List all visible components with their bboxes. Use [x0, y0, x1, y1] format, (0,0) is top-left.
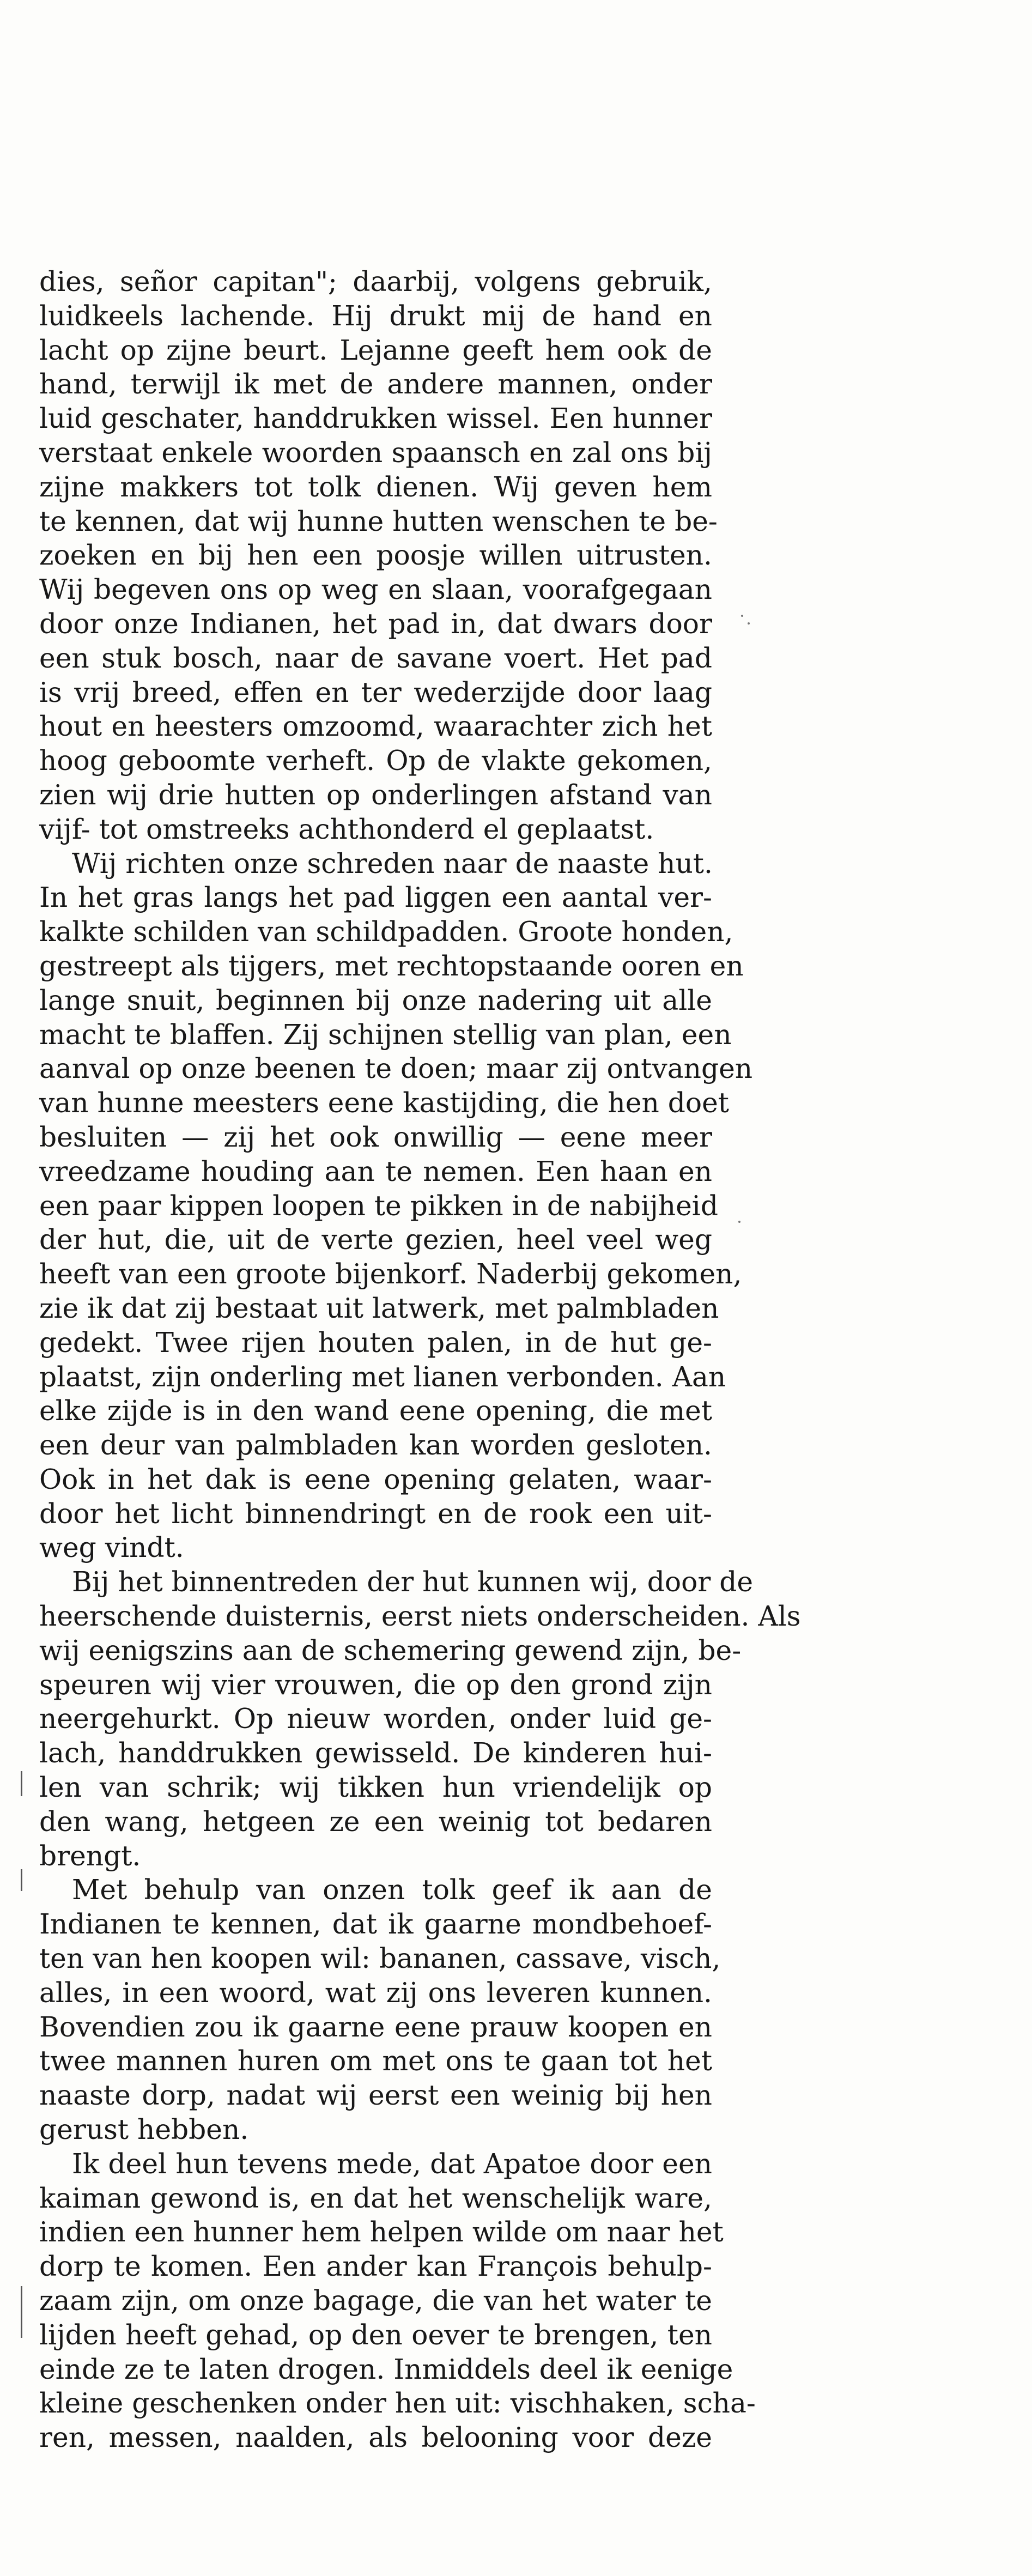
- page-text: [39, 265, 801, 2455]
- scan-speck: [741, 615, 743, 617]
- text-line: aanval op onze beenen te doen; maar zij ontvangen: [39, 1052, 753, 1085]
- text-line: luidkeels lachende. Hij drukt mij de hand en: [39, 299, 712, 332]
- paragraph-2: [39, 847, 753, 1566]
- text-line: Wij begeven ons op weg en slaan, voorafgegaan: [39, 573, 712, 606]
- text-line: zoeken en bij hen een poosje willen uitrusten.: [39, 539, 712, 572]
- paragraph-4: [39, 1873, 721, 2147]
- text-line: Bij het binnentreden der hut kunnen wij, door de: [72, 1566, 754, 1598]
- text-line: luid geschater, handdrukken wissel. Een hunner: [39, 402, 712, 435]
- text-line: vreedzame houding aan te nemen. Een haan en: [39, 1155, 712, 1187]
- text-line: weg vindt.: [39, 1531, 184, 1564]
- text-line: is vrij breed, effen en ter wederzijde door laag: [39, 676, 712, 708]
- text-line: wij eenigszins aan de schemering gewend zijn, be-: [39, 1634, 742, 1666]
- text-line: der hut, die, uit de verte gezien, heel veel weg: [39, 1223, 712, 1256]
- text-line: een paar kippen loopen te pikken in de nabijheid: [39, 1189, 718, 1222]
- text-line: speuren wij vier vrouwen, die op den grond zijn: [39, 1668, 712, 1701]
- text-line: dorp te komen. Een ander kan François behulp-: [39, 2250, 712, 2283]
- text-line: gedekt. Twee rijen houten palen, in de hut ge-: [39, 1326, 712, 1359]
- text-line: heerschende duisternis, eerst niets onderscheiden. Als: [39, 1600, 801, 1633]
- text-line: hout en heesters omzoomd, waarachter zich het: [39, 710, 712, 743]
- text-line: een stuk bosch, naar de savane voert. Het pad: [39, 641, 712, 674]
- scan-speck: [738, 1221, 740, 1223]
- text-line: hand, terwijl ik met de andere mannen, onder: [39, 368, 712, 401]
- margin-rule-mark: [21, 2286, 22, 2338]
- text-line: lange snuit, beginnen bij onze nadering uit alle: [39, 984, 712, 1016]
- text-line: ren, messen, naalden, als belooning voor deze: [39, 2421, 712, 2454]
- text-line: te kennen, dat wij hunne hutten wenschen te be-: [39, 505, 718, 537]
- text-line: ten van hen koopen wil: bananen, cassave, visch,: [39, 1942, 721, 1975]
- text-line: hoog geboomte verheft. Op de vlakte gekomen,: [39, 744, 712, 777]
- text-line: zaam zijn, om onze bagage, die van het water te: [39, 2284, 712, 2317]
- text-line: einde ze te laten drogen. Inmiddels deel ik eenige: [39, 2353, 733, 2385]
- paragraph-3: [39, 1565, 801, 1873]
- text-line: heeft van een groote bijenkorf. Naderbij gekomen,: [39, 1258, 742, 1290]
- text-line: Indianen te kennen, dat ik gaarne mondbehoef-: [39, 1908, 712, 1941]
- text-line: zie ik dat zij bestaat uit latwerk, met palmbladen: [39, 1292, 719, 1324]
- text-line: zien wij drie hutten op onderlingen afstand van: [39, 778, 712, 811]
- text-line: Bovendien zou ik gaarne eene prauw koopen en: [39, 2010, 712, 2043]
- text-line: indien een hunner hem helpen wilde om naar het: [39, 2216, 724, 2248]
- text-line: alles, in een woord, wat zij ons leveren kunnen.: [39, 1976, 712, 2009]
- text-line: Wij richten onze schreden naar de naaste hut.: [72, 847, 713, 880]
- text-line: vijf- tot omstreeks achthonderd el geplaatst.: [39, 813, 654, 845]
- margin-rule-mark: [21, 1771, 22, 1796]
- text-line: naaste dorp, nadat wij eerst een weinig bij hen: [39, 2079, 712, 2112]
- text-line: kaiman gewond is, en dat het wenschelijk ware,: [39, 2181, 712, 2214]
- text-line: den wang, hetgeen ze een weinig tot bedaren: [39, 1805, 712, 1838]
- text-line: dies, señor capitan"; daarbij, volgens gebruik,: [39, 265, 712, 298]
- text-line: kalkte schilden van schildpadden. Groote honden,: [39, 916, 733, 948]
- text-line: plaatst, zijn onderling met lianen verbonden. Aan: [39, 1360, 726, 1393]
- text-line: door het licht binnendringt en de rook een uit-: [39, 1497, 712, 1530]
- text-line: elke zijde is in den wand eene opening, die met: [39, 1395, 712, 1427]
- text-line: macht te blaffen. Zij schijnen stellig van plan, een: [39, 1018, 732, 1051]
- text-line: gerust hebben.: [39, 2113, 249, 2146]
- text-line: gestreept als tijgers, met rechtopstaande ooren en: [39, 949, 744, 982]
- text-line: In het gras langs het pad liggen een aantal ver-: [39, 881, 712, 914]
- paragraph-5: [39, 2147, 756, 2455]
- text-line: brengt.: [39, 1839, 141, 1872]
- text-line: kleine geschenken onder hen uit: vischhaken, scha-: [39, 2387, 756, 2420]
- text-line: zijne makkers tot tolk dienen. Wij geven hem: [39, 470, 712, 503]
- text-line: Ik deel hun tevens mede, dat Apatoe door een: [72, 2147, 712, 2180]
- text-line: lijden heeft gehad, op den oever te brengen, ten: [39, 2318, 712, 2351]
- margin-rule-mark: [21, 1869, 22, 1891]
- scan-speck: [748, 622, 750, 625]
- text-line: Met behulp van onzen tolk geef ik aan de: [72, 1874, 712, 1906]
- text-line: lacht op zijne beurt. Lejanne geeft hem ook de: [39, 334, 712, 366]
- text-line: twee mannen huren om met ons te gaan tot het: [39, 2045, 712, 2077]
- text-line: Ook in het dak is eene opening gelaten, waar-: [39, 1463, 712, 1495]
- text-line: besluiten — zij het ook onwillig — eene meer: [39, 1120, 712, 1153]
- text-line: verstaat enkele woorden spaansch en zal ons bij: [39, 436, 712, 469]
- text-line: neergehurkt. Op nieuw worden, onder luid ge-: [39, 1702, 712, 1735]
- paragraph-1: [39, 265, 718, 847]
- text-line: een deur van palmbladen kan worden gesloten.: [39, 1429, 712, 1462]
- text-line: door onze Indianen, het pad in, dat dwars door: [39, 607, 712, 640]
- text-line: lach, handdrukken gewisseld. De kinderen hui-: [39, 1737, 712, 1769]
- text-line: van hunne meesters eene kastijding, die hen doet: [39, 1087, 729, 1119]
- text-line: len van schrik; wij tikken hun vriendelijk op: [39, 1771, 712, 1804]
